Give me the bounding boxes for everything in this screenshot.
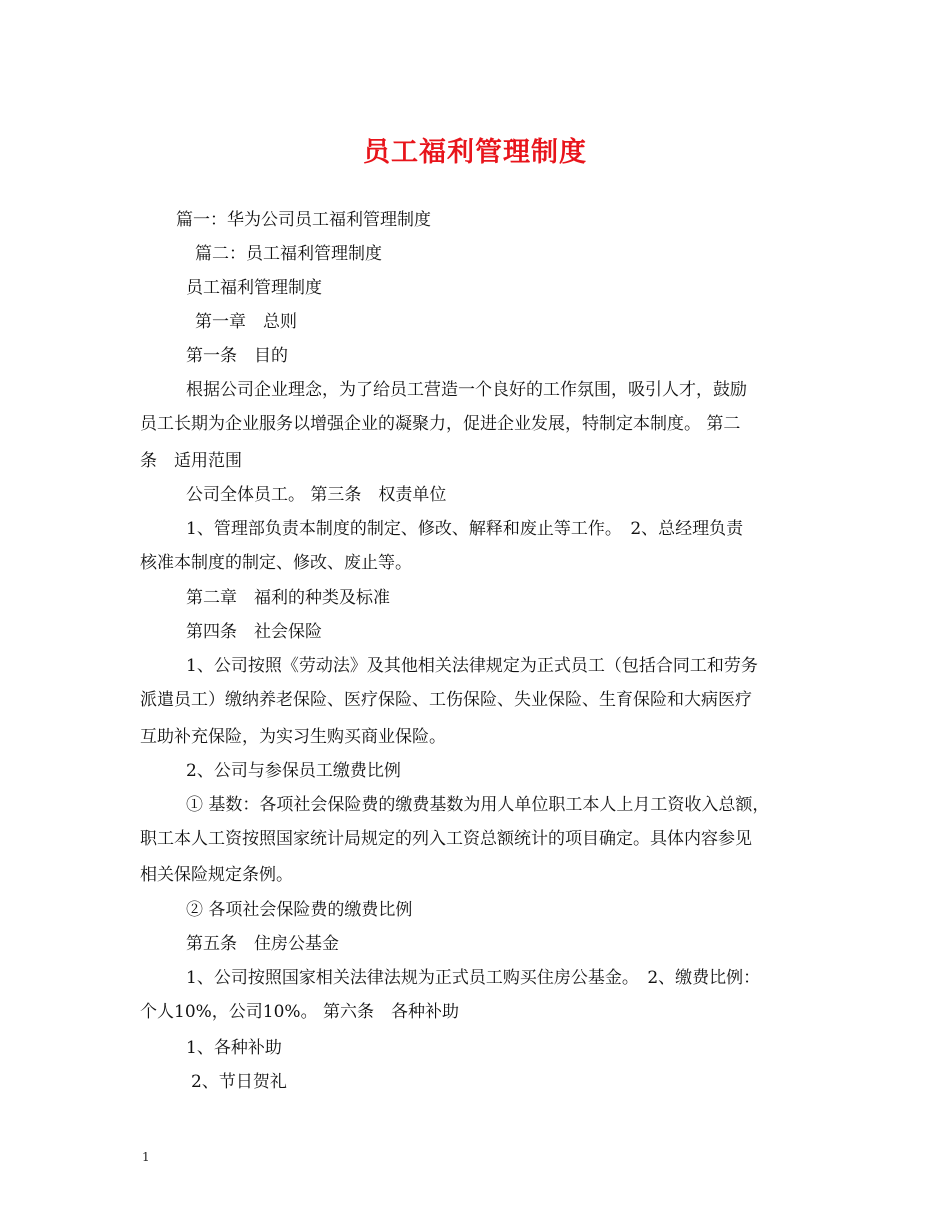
text-line: 第一条 目的: [186, 346, 288, 366]
text-line: 职工本人工资按照国家统计局规定的列入工资总额统计的项目确定。具体内容参见: [140, 829, 752, 849]
text-line: 第五条 住房公基金: [186, 934, 339, 954]
text-line: 公司全体员工。 第三条 权责单位: [186, 485, 447, 505]
text-line: 员工福利管理制度: [186, 278, 322, 298]
text-line: 2、节日贺礼: [191, 1072, 287, 1092]
text-line: ① 基数：各项社会保险费的缴费基数为用人单位职工本人上月工资收入总额，: [186, 795, 770, 815]
text-line: 1、各种补助: [186, 1038, 282, 1058]
text-line: 1、管理部负责本制度的制定、修改、解释和废止等工作。 2、总经理负责: [186, 519, 744, 539]
page-number: 1: [142, 1150, 150, 1164]
text-line: 派遣员工）缴纳养老保险、医疗保险、工伤保险、失业保险、生育保险和大病医疗: [140, 690, 752, 710]
text-line: 1、公司按照国家相关法律法规为正式员工购买住房公基金。 2、缴费比例：: [186, 968, 761, 988]
text-line: 相关保险规定条例。: [140, 865, 293, 885]
text-line: 员工长期为企业服务以增强企业的凝聚力，促进企业发展，特制定本制度。 第二: [140, 414, 741, 434]
text-line: 篇二：员工福利管理制度: [195, 244, 382, 264]
text-line: 条 适用范围: [140, 451, 242, 471]
text-line: 2、公司与参保员工缴费比例: [186, 761, 401, 781]
text-line: 第四条 社会保险: [186, 622, 322, 642]
text-line: 互助补充保险，为实习生购买商业保险。: [140, 727, 446, 747]
text-line: 核准本制度的制定、修改、废止等。: [140, 553, 412, 573]
document-title: 员工福利管理制度: [363, 137, 587, 168]
text-line: 第一章 总则: [195, 312, 297, 332]
text-line: 第二章 福利的种类及标准: [186, 588, 390, 608]
text-line: 篇一：华为公司员工福利管理制度: [176, 210, 431, 230]
text-line: 1、公司按照《劳动法》及其他相关法律规定为正式员工（包括合同工和劳务: [186, 656, 758, 676]
text-line: 根据公司企业理念，为了给员工营造一个良好的工作氛围，吸引人才，鼓励: [186, 380, 747, 400]
text-line: 个人10%，公司10%。 第六条 各种补助: [140, 1002, 459, 1022]
text-line: ② 各项社会保险费的缴费比例: [186, 900, 413, 920]
